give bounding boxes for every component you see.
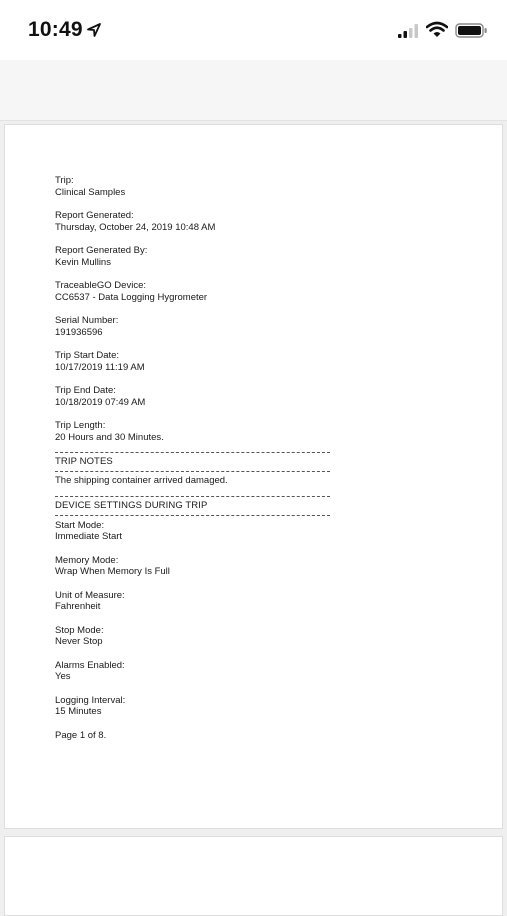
dashed-divider xyxy=(55,496,330,497)
report-field xyxy=(55,385,345,408)
field-label: Report Generated: xyxy=(55,210,134,221)
field-label: Trip Start Date: xyxy=(55,350,120,361)
report-page-next xyxy=(4,836,503,916)
setting-field xyxy=(55,695,345,718)
trip-notes-text: The shipping container arrived damaged. xyxy=(55,474,228,486)
status-time: 10:49 xyxy=(28,18,83,41)
report-field xyxy=(55,350,345,373)
setting-value: Yes xyxy=(55,671,71,682)
field-label: Trip Length: xyxy=(55,420,106,431)
wifi-icon xyxy=(426,21,448,38)
trip-notes-title: TRIP NOTES xyxy=(55,456,113,467)
report-field xyxy=(55,315,345,338)
report-field xyxy=(55,245,345,268)
location-arrow-icon xyxy=(86,22,102,38)
setting-field xyxy=(55,660,345,683)
setting-label: Stop Mode: xyxy=(55,624,104,636)
battery-icon xyxy=(455,23,488,38)
report-content xyxy=(55,175,345,741)
setting-label: Logging Interval: xyxy=(55,694,126,706)
dashed-divider xyxy=(55,515,330,516)
field-label: Serial Number: xyxy=(55,315,119,326)
device-settings-title: DEVICE SETTINGS DURING TRIP xyxy=(55,500,208,511)
setting-value: Never Stop xyxy=(55,636,103,647)
field-label: TraceableGO Device: xyxy=(55,280,146,291)
field-value: Clinical Samples xyxy=(55,186,126,198)
setting-value: Fahrenheit xyxy=(55,601,101,612)
field-value: 191936596 xyxy=(55,326,103,338)
report-page xyxy=(4,124,503,829)
setting-label: Unit of Measure: xyxy=(55,589,125,601)
field-label: Trip: xyxy=(55,175,74,186)
setting-label: Start Mode: xyxy=(55,519,105,531)
field-label: Trip End Date: xyxy=(55,385,116,396)
setting-field xyxy=(55,625,345,648)
field-value: Kevin Mullins xyxy=(55,256,111,268)
status-bar xyxy=(0,0,507,60)
dashed-divider xyxy=(55,471,330,472)
field-value: 10/17/2019 11:19 AM xyxy=(55,361,145,373)
setting-value: Wrap When Memory Is Full xyxy=(55,566,170,577)
setting-field xyxy=(55,590,345,613)
app-header xyxy=(0,60,507,121)
setting-field xyxy=(55,555,345,578)
report-field xyxy=(55,175,345,198)
field-value: 20 Hours and 30 Minutes. xyxy=(55,431,164,443)
setting-value: Immediate Start xyxy=(55,531,123,542)
cellular-signal-icon xyxy=(398,24,420,38)
field-value: 10/18/2019 07:49 AM xyxy=(55,396,146,408)
dashed-divider xyxy=(55,452,330,453)
field-value: CC6537 - Data Logging Hygrometer xyxy=(55,291,208,303)
field-label: Report Generated By: xyxy=(55,245,148,256)
setting-field xyxy=(55,520,345,543)
report-field xyxy=(55,210,345,233)
report-field xyxy=(55,420,345,443)
report-field xyxy=(55,280,345,303)
field-value: Thursday, October 24, 2019 10:48 AM xyxy=(55,221,216,233)
page-indicator: Page 1 of 8. xyxy=(55,729,107,741)
setting-label: Memory Mode: xyxy=(55,554,119,566)
setting-value: 15 Minutes xyxy=(55,706,102,717)
setting-label: Alarms Enabled: xyxy=(55,659,125,671)
